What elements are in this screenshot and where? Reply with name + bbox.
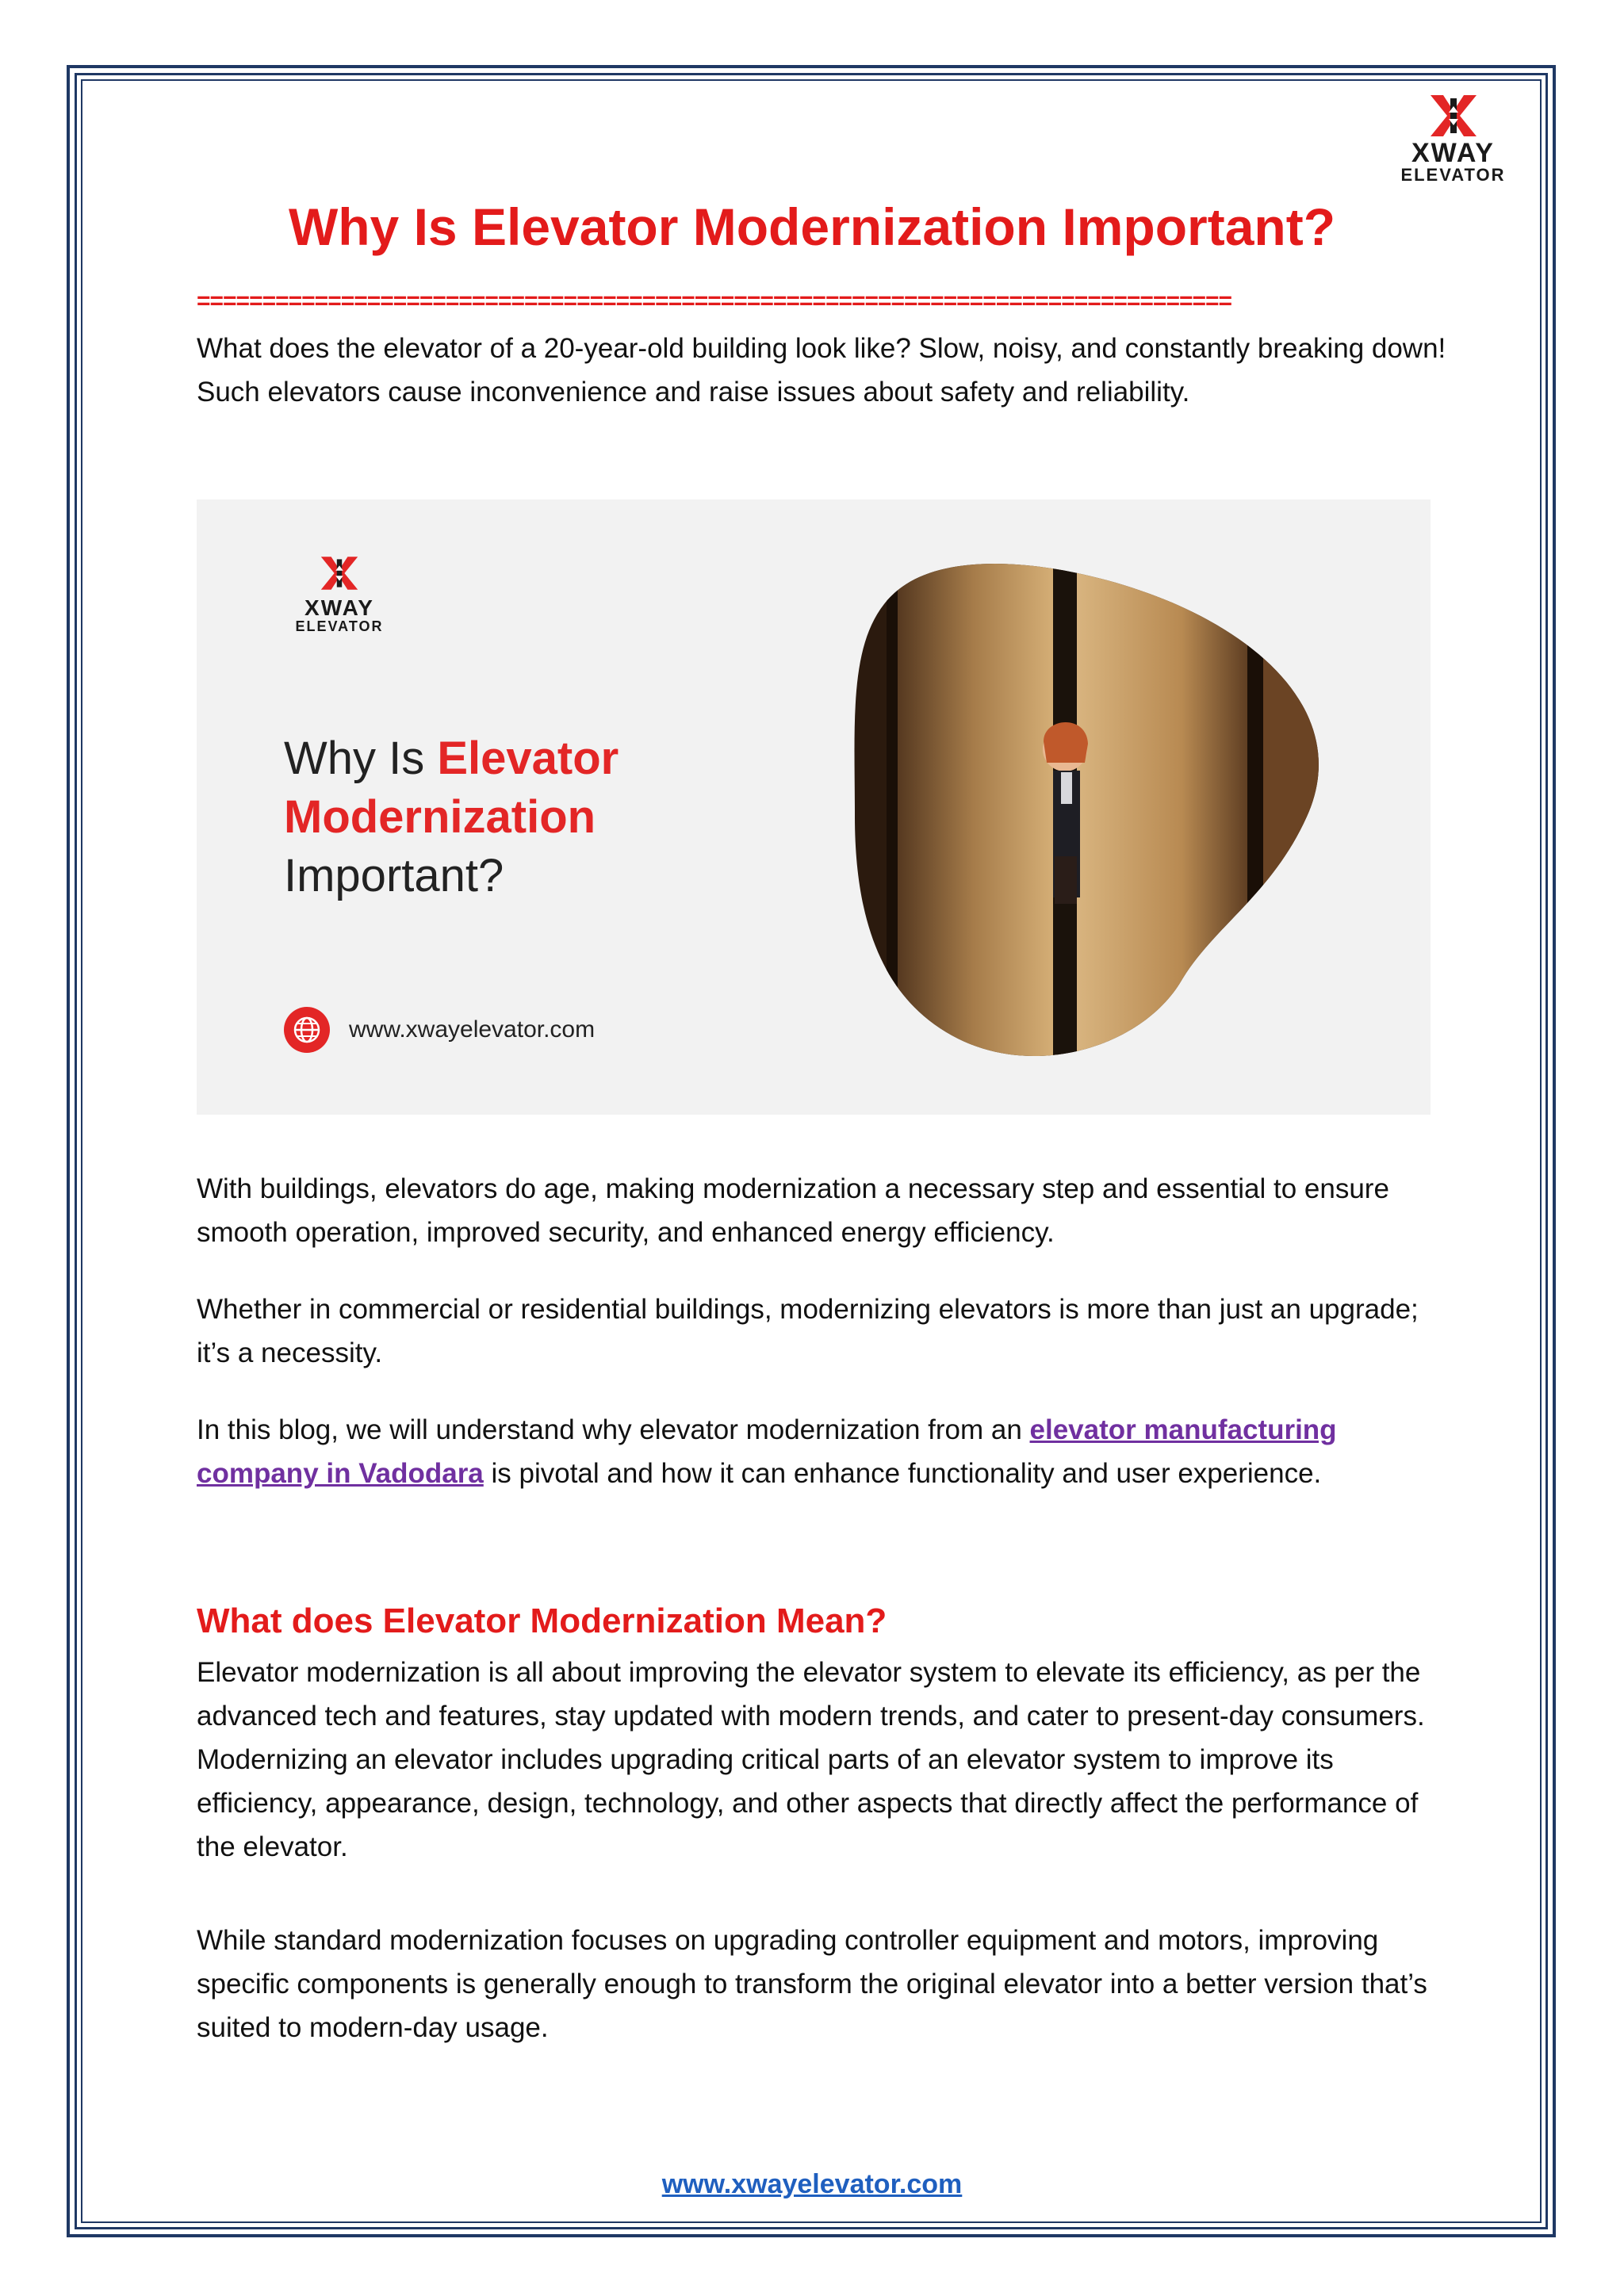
elevator-manufacturing-link[interactable]: elevator manufacturing company in Vadodara [197, 1414, 1337, 1489]
xway-logo-mark-icon [1426, 94, 1481, 138]
page-title: Why Is Elevator Modernization Important? [288, 197, 1336, 256]
banner-website [284, 1007, 595, 1053]
banner-heading [284, 729, 619, 905]
banner-heading-part3: Modernization [284, 791, 596, 843]
title-separator: =============================================================================== [197, 288, 1232, 314]
banner-heading-part4: Important? [284, 850, 504, 901]
paragraph-modernization-definition: Elevator modernization is all about improving the elevator system to elevate its efficiency, as per the advanced tech and features, stay updated with modern trends, and cater to present-day consumers. Modernizing an elevator includes upgrading critical parts of an elevator system to improve its efficiency, appearance, design, technology, and other aspects that directly affect the performance of the elevator. [197, 1657, 1425, 1862]
paragraph-necessity: Whether in commercial or residential buildings, modernizing elevators is more than just an upgrade; it’s a necessity. [197, 1294, 1419, 1368]
intro-paragraph: What does the elevator of a 20-year-old building look like? Slow, noisy, and constantly breaking down! Such elevators cause inconvenience and raise issues about safety and reliability. [197, 333, 1446, 408]
banner-heading-part1: Why Is [284, 733, 438, 784]
footer-website-link[interactable]: www.xwayelevator.com [661, 2169, 963, 2199]
banner-logo-mark-icon [317, 555, 362, 591]
paragraph-standard-modernization: While standard modernization focuses on upgrading controller equipment and motors, improving specific components is generally enough to transform the original elevator into a better version that’s suited to modern-day usage. [197, 1925, 1427, 2043]
banner-brand-bottom: ELEVATOR [295, 618, 384, 634]
banner-heading-part2: Elevator [437, 733, 619, 784]
globe-icon [284, 1007, 330, 1053]
logo-brand-bottom: ELEVATOR [1400, 165, 1506, 185]
logo-brand-top: XWAY [1411, 138, 1495, 168]
blog-intro-text-after: is pivotal and how it can enhance functionality and user experience. [483, 1458, 1322, 1489]
section-heading: What does Elevator Modernization Mean? [197, 1601, 887, 1640]
banner-logo [284, 555, 395, 633]
elevator-photo-blob [839, 555, 1331, 1062]
xway-logo [1384, 94, 1522, 184]
banner-url: www.xwayelevator.com [349, 1016, 596, 1043]
feature-banner-image [197, 499, 1431, 1115]
banner-brand-top: XWAY [304, 595, 374, 620]
paragraph-blog-intro [197, 1408, 1450, 1495]
blog-intro-text-before: In this blog, we will understand why elevator modernization from an [197, 1414, 1030, 1445]
paragraph-aging-elevators: With buildings, elevators do age, making modernization a necessary step and essential to ensure smooth operation, improved security, and enhanced energy efficiency. [197, 1173, 1389, 1248]
